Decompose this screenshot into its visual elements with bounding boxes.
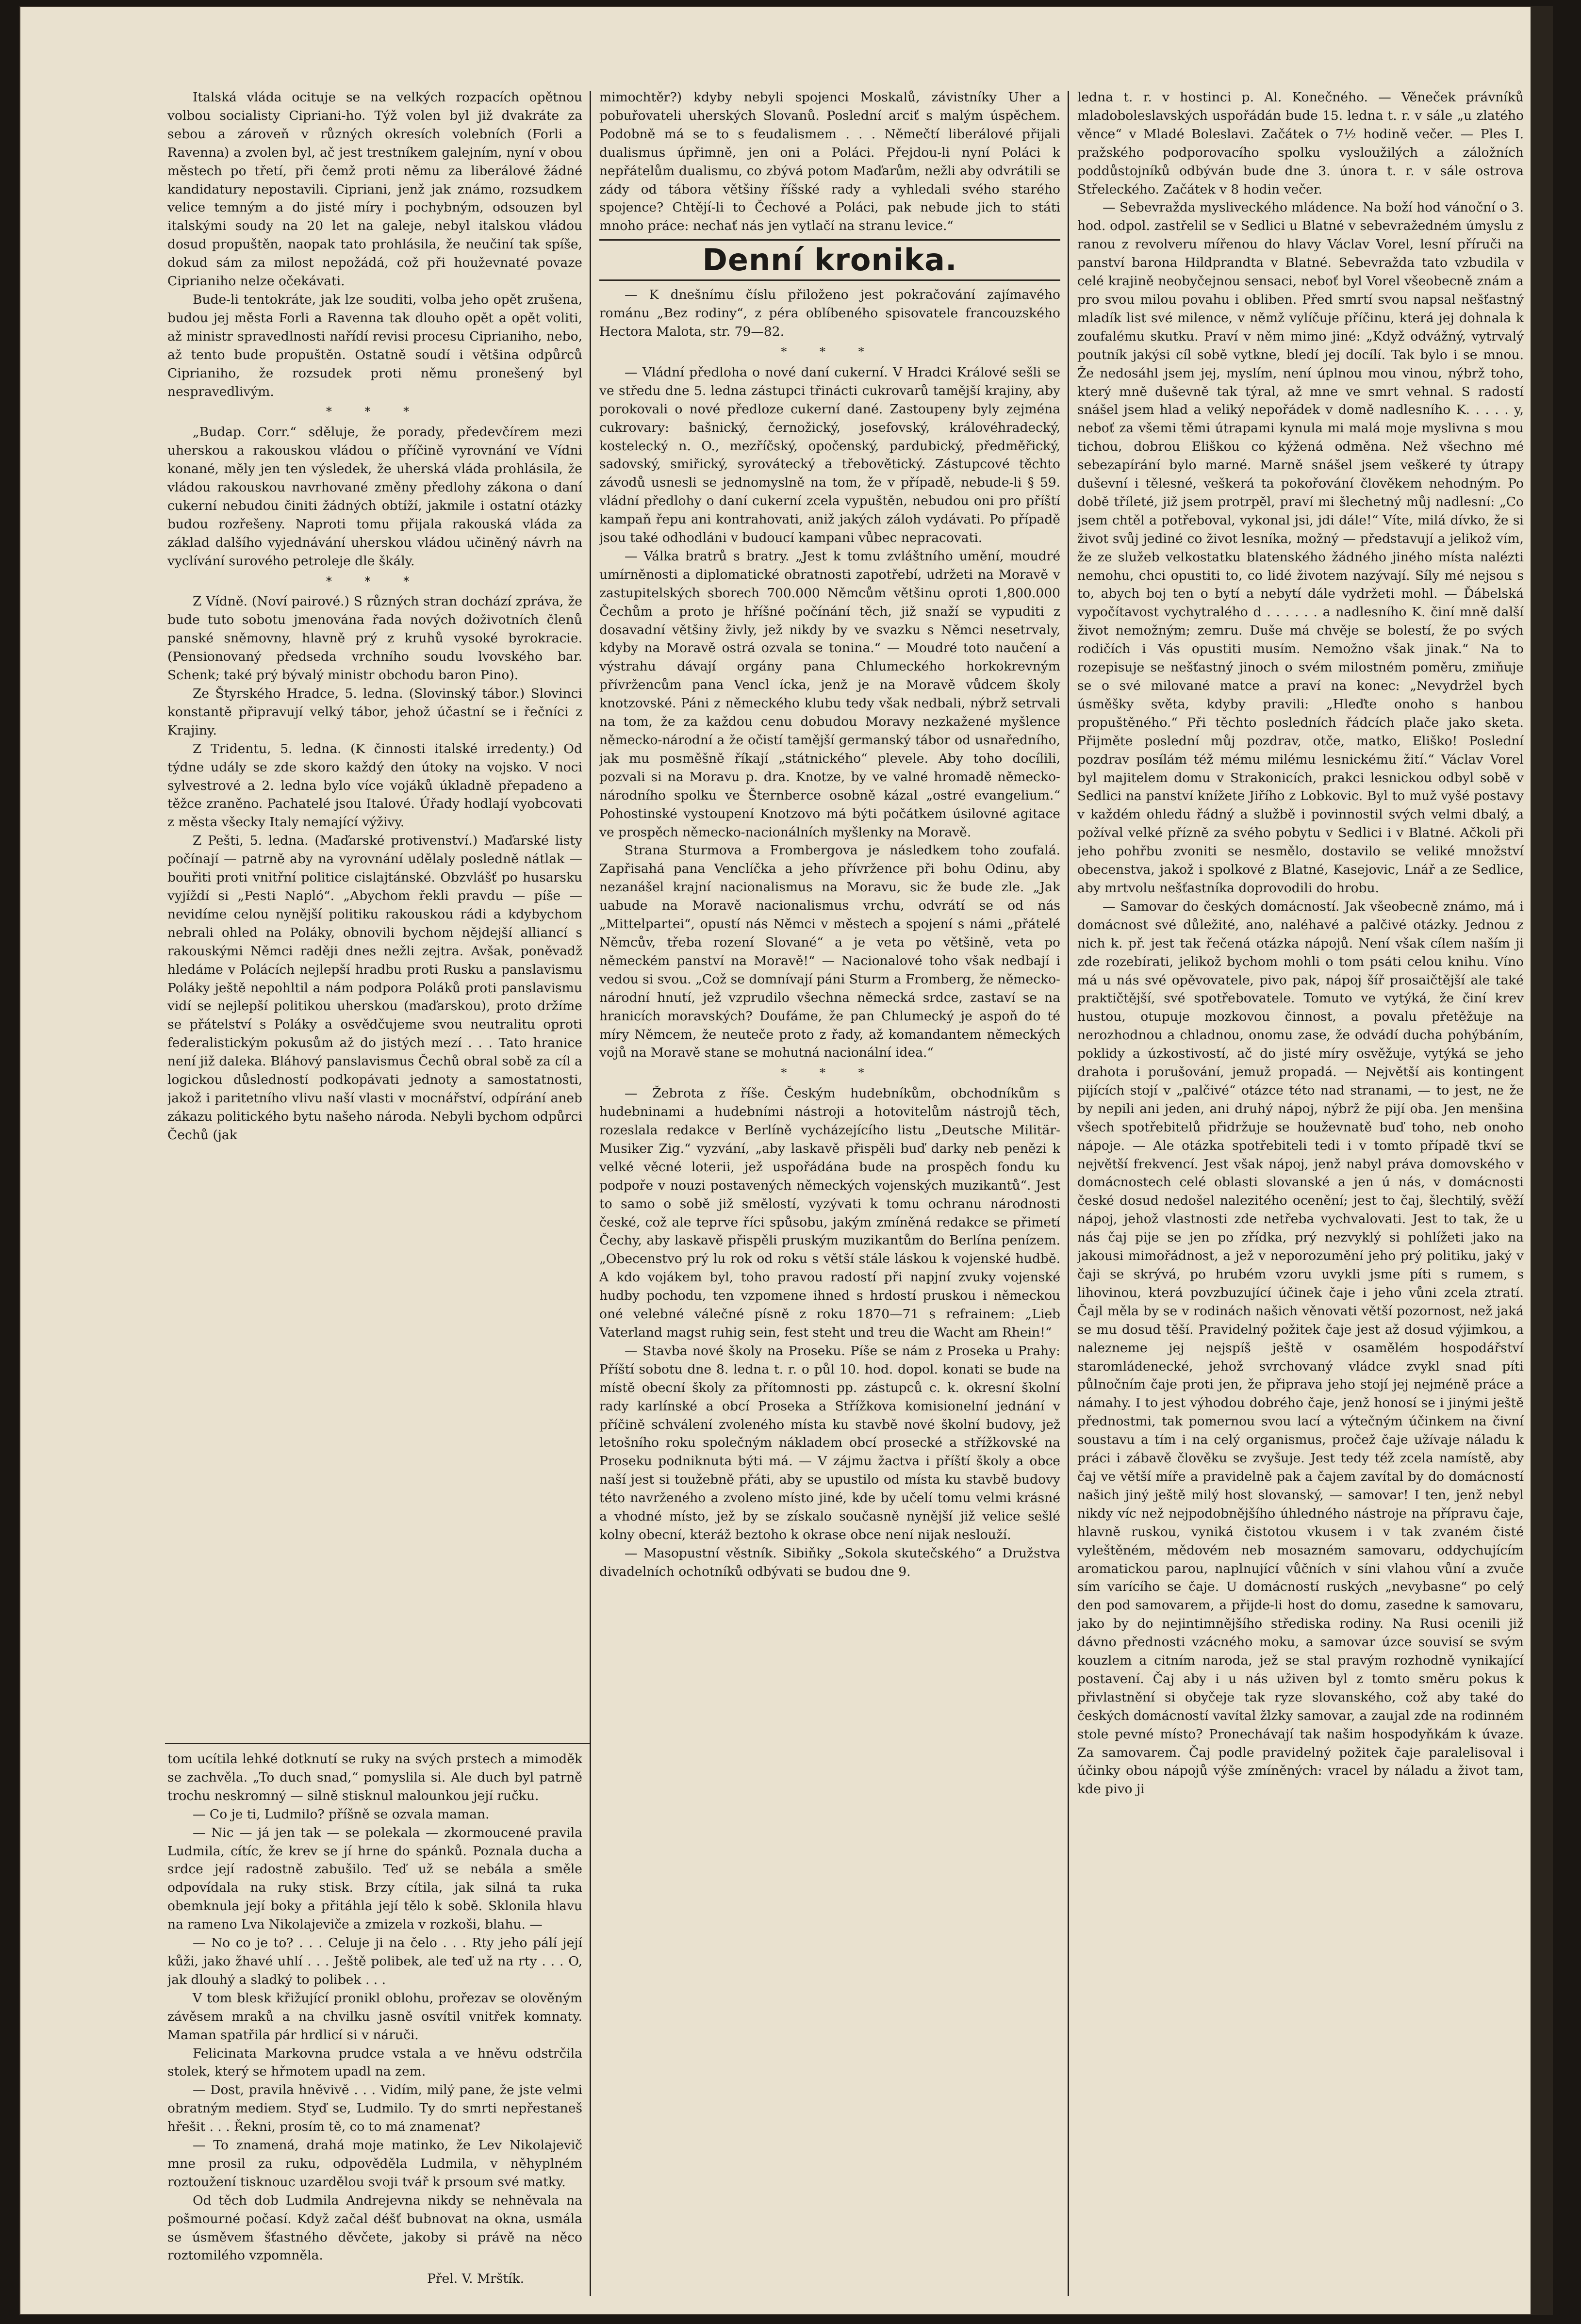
translator-signature: Přel. V. Mrštík. [427, 2271, 524, 2287]
article-gamekeeper-suicide: — Sebevražda mysliveckého mládence. Na boží hod vánoční o 3. hod. odpol. zastřelil se v Sedlici u Blatné v sebevražedném úmyslu z ranou z revolveru mířenou do hlavy Václav Vorel, lesní příruči na panství barona Hildprandta v Blatné. Sebevražda tato vzbudila v celé krajině neobyčejnou sensaci, neboť byl Vorel všeobecně znám a pro svou milou povahu i obliben. Před smrtí svou napsal nešťastný mladík list své milence, v němž vylíčuje příčinu, která jej dohnala k zoufalému skutku. Praví v něm mimo jiné: „Když odvážný, vytrvalý poutník jakýsi cíl sobě vytkne, bledí jej docílí. Tak bylo i se mnou. Že nedosáhl jsem jej, myslím, není úplnou mou vinou, nýbrž toho, který mně duševně tak týral, až mne ve smrt vehnal. S radostí snášel jsem hlad a veliký nepořádek v domě nadlesního K. . . . . y, neboť za všemi těmi útrapami kynula mi malá moje myslivna s mou tichou, dobrou Eliškou co kýžená odměna. Než všechno mé sebezapírání bylo marné. Marně snášel jsem veškeré ty útrapy duševní i tělesné, veškerá ta pokořování člověkem nehodným. Po době tříleté, již jsem protrpěl, praví mi šlechetný můj nadlesní: „Co jsem chtěl a potřeboval, vykonal jsi, jdi dále!“ Víte, milá dívko, že si život svůj jediné co život lesníka, možný — představují a jelikož vím, že ze služeb velkostatku blatenského žádného jiného místa nalézti nemohu, chci opustiti to, co lidé životem nazývají. Síly mé nejsou s to, abych boj ten o bytí a nebytí dále vydržeti mohl. — Ďábelská vypočítavost vychytralého d . . . . . . a nadlesního K. činí mně další život nemožným; zemru. Duše má chvěje se bolestí, že po svých rodičích i Vás opustiti musím. Nemožno však jinak.“ Na to rozepisuje se nešťastný jinoch o svém milostném poměru, zmiňuje se o své milované matce a praví na konec: „Nevydržel bych úsměšky světa, kdyby pravili: „Hleďte onoho s hanbou propuštěného.“ Při těchto posledních řádcích plače jako sketa. Přijměte poslední můj pozdrav, otče, matko, Eliško! Poslední pozdrav posílám též mému milému lesnickému žití.“ Václav Vorel byl majitelem domu v Strakonicích, prakci lesnickou odbyl sobě v Sedlici na panství knížete Jiřího z Lobkovic. Byl to muž vyšé postavy v každém ohledu řádný a službě i povinnostil svých velmi dbalý, a požíval velké přízně za svého pobytu v Sedlici i v Blatné. Ačkoli při jeho pohřbu zvoniti se nesmělo, dostavilo se veliké množství obecenstva, jakož i spolkové z Blatné, Kasejovic, Lnář a ze Sedlice, aby mrtvolu nešťastníka doprovodili do hrobu. [1077, 200, 1524, 896]
article-italian-government: Italská vláda ocituje se na velkých rozpacích opětnou volbou socialisty Cipriani-ho. Týž volen byl již dvakráte za sebou a zároveň v různých okresích volebních (Forli a Ravenna) a zvolen byl, ač jest trestníkem galejním, nyní v obou městech po třetí, při čemž proti němu za liberálové žádné kandidatury nepostavili. Cipriani, jenž jak známo, rozsudkem velice temným a do jisté míry i pochybným, odsouzen byl italskými soudy na 20 let na galeje, nebyl italskou vládou dosud propuštěn, naopak tato prohlásila, že neučiní tak spíše, dokud sám za milost nepožádá, což při houževnaté povaze Ciprianiho nelze očekávati. [167, 90, 582, 289]
section-heading-denni-kronika: Denní kronika. [599, 239, 1060, 281]
article-vienna-peers: Z Vídně. (Noví pairové.) S různých stran dochází zpráva, že bude tuto sobotu jmenována řada nových doživotních členů panské sněmovny, hlavně prý z kruhů vysoké byrokracie. (Pensionovaný předseda vrchního soudu lvovského bar. Schenk; také prý bývalý ministr obchodu baron Pino). [167, 594, 582, 683]
section-stars: * * * [781, 344, 879, 359]
feuilleton-divider [165, 1743, 590, 1744]
article-continuation: mimochtěr?) kdyby nebyli spojenci Moskalů, závistníky Uher a pobuřovateli uherských Slovanů. Poslední arciť s malým úspěchem. Podobně má se to s feudalismem . . . Němečtí liberálové přijali dualismus úpřimně, jen oni a Poláci. Přejdou-li nyní Poláci k nepřátelům dualismu, co zbývá potom Maďarům, nežli aby odvrátili se zády od tábora většiny říšské rady a vyhledali svého starého spojence? Chtějí-li to Čechové a Poláci, pak nebude jich to státi mnoho práce: nechať nás jen vytlačí na stranu levice.“ [599, 90, 1060, 234]
feuilleton-paragraph: Felicinata Markovna prudce vstala a ve hněvu odstrčila stolek, který se hřmotem upadl na zem. [167, 2046, 582, 2079]
feuilleton-paragraph: V tom blesk křižující pronikl oblohu, prořezav se olověným závěsem mraků a na chvilku jasně osvítil vnitřek komnaty. Maman spatřila pár hrdlicí si v náruči. [167, 1990, 582, 2043]
article-carnival-bulletin: — Masopustní věstník. Sibiňky „Sokola skutečského“ a Družstva divadelních ochotníků odbývati se budou dne 9. [599, 1545, 1060, 1579]
article-italian-continued: Bude-li tentokráte, jak lze souditi, volba jeho opět zrušena, budou jej města Forli a Ravenna tak dlouho opět a opět voliti, až ministr spravedlnosti nařídí revisi procesu Ciprianiho, nebo, až tento bude propuštěn. Ostatně soudí i většina odpůrců Ciprianiho, že rozsudek proti němu pronešený byl nespravedlivým. [167, 292, 582, 399]
feuilleton-paragraph: — Nic — já jen tak — se polekala — zkormoucené pravila Ludmila, cítíc, že krev se jí hrne do spánků. Poznala ducha a srdce její radostně zabušilo. Teď už se nebála a směle odpovídala na ruky stisk. Brzy cítila, jak silná ta ruka obemknula její boky a přitáhla její tělo k sobě. Sklonila hlavu na rameno Lva Nikolajeviče a zmizela v rozkoši, blahu. — [167, 1825, 582, 1932]
feuilleton-paragraph: Od těch dob Ludmila Andrejevna nikdy se nehněvala na pošmourné počasí. Když začal déšť bubnovat na okna, usmála se úsměvem šťastného děvčete, jakoby si právě na něco roztomilého vzpomněla. [167, 2193, 582, 2263]
article-novel-supplement: — K dnešnímu číslu přiloženo jest pokračování zajímavého románu „Bez rodiny“, z péra oblíbeného spisovatele francouzského Hectora Malota, str. 79—82. [599, 287, 1060, 340]
feuilleton-paragraph: — Co je ti, Ludmilo? příšně se ozvala maman. [193, 1806, 490, 1822]
section-stars: * * * [781, 1066, 879, 1080]
feuilleton-paragraph: tom ucítila lehké dotknutí se ruky na svých prstech a mimoděk se zachvěla. „To duch snad,“ pomyslila si. Ale duch byl patrně trochu neskromný — silně stisknul malounkou její ručku. [167, 1751, 582, 1803]
article-sugar-tax: — Vládní předloha o nové daní cukerní. V Hradci Králové sešli se ve středu dne 5. ledna zástupci třinácti cukrovarů tamější krajiny, aby porokovali o nové předloze cukerní dané. Zastoupeny byly zejména cukrovary: bašnický, černožický, josefovský, královéhradecký, kostelecký n. O., mezříčský, opočenský, pardubický, předměřický, sadovský, smiřický, syrovátecký a třebovětický. Zástupcové těchto závodů usnesli se jednomyslně na tom, že v případě, nebude-li § 59. vládní předlohy o daní cukerní zcela vypuštěn, nebudou oni pro příští kampaň řepu ani kontrahovati, aniž jakých záloh vydávati. Po případě jsou také odhodláni v budoucí kampani vůbec nepracovati. [599, 364, 1060, 546]
article-begging-from-reich: — Žebrota z říše. Českým hudebníkům, obchodníkům s hudebninami a hudebními nástroji a hotovitelům nástrojů těch, rozeslala redakce v Berlíně vycházejícího listu „Deutsche Militär-Musiker Zig.“ vyzvání, „aby laskavě přispěli buď darky neb penězi k velké věcné loterii, jež uspořádána bude na prospěch fondu ku podpoře v nouzi postavených německých vojenských muzikantů“. Jest to samo o sobě již smělostí, vyzývati k tomu ochranu národnosti české, což ale teprve říci spůsobu, jakým zmíněná redakce se přimetí Čechy, aby laskavě přispěli pruským muzikantům do Berlína penízem. „Obecenstvo prý lu rok od roku s větší stále láskou k vojenské hudbě. A kdo vojákem byl, toho pravou radostí při napjní zvuky vojenské hudby pochodu, ten vzpomene ihned s hrdostí pruskou i německou oné velebné válečné písně z roku 1870—71 s refrainem: „Lieb Vaterland magst ruhig sein, fest steht und treu die Wacht am Rhein!“ [599, 1086, 1060, 1340]
article-budap-corr: „Budap. Corr.“ sděluje, že porady, předevčírem mezi uherskou a rakouskou vládou o příčině vyrovnání ve Vídni konané, měly jen ten výsledek, že uherská vláda prohlásila, že vládou rakouskou navrhované změny předlohy zákona o daní cukerní nebudou činiti žádných obtíží, jakmile i ostatní otázky budou rozřešeny. Naproti tomu přijala rakouská vláda za základ dalšího vyjednávání uherskou vládou učiněný návrh na vyclívání surového petroleje dle škály. [167, 425, 582, 569]
column-1-feuilleton [167, 1750, 582, 2298]
feuilleton-paragraph: — To znamená, drahá moje matinko, že Lev Nikolajevič mne prosil za ruku, odpověděla Ludmila, v něhyplném roztoužení tisknouc uzardělou svoji tvář k prsoum své matky. [167, 2138, 582, 2190]
newspaper-page [19, 6, 1553, 2315]
article-prosek-school: — Stavba nové školy na Proseku. Píše se nám z Proseka u Prahy: Příští sobotu dne 8. ledna t. r. o půl 10. hod. dopol. konati se bude na místě obecní školy za přítomnosti pp. zástupců c. k. okresní školní rady karlínské a obcí Proseka a Střížkova komisionelní jednání v příčině schválení zvoleného místa ku stavbě nové školní budovy, jež letošního roku společným nákladem obcí prosecké a střížkovské na Proseku podniknuta býti má. — V zájmu žactva i příští školy a obce naší jest si toužebně přáti, aby se upustilo od místa ku stavbě budovy této navrženého a zvoleno místo jiné, kde by učelí tomu velmi krásné a vhodné místo, jež by se získalo současně nynější již velice sešlé kolny obecní, kteráž beztoho k okrase obce není nijak neslouží. [599, 1343, 1060, 1542]
section-stars: * * * [326, 574, 424, 588]
column-divider-1 [590, 91, 591, 2296]
column-divider-2 [1068, 91, 1069, 2296]
article-war-continued: Strana Sturmova a Frombergova je následkem toho zoufalá. Zapřisahá pana Venclíčka a jeho přívržence při bohu Odinu, aby nezanášel krajní nacionalismus na Moravu, sic že bude zle. „Jak uabude na Moravě nacionalismus vrchu, odvrátí se od nás „Mittelpartei“, opustí nás Němci v městech a spojení s námi „přátelé Němcův, třeba rození Slované“ a je veta po většině, veta po německém panství na Moravě!“ — Nacionalové toho však nedbají i vedou si svou. „Což se domnívají páni Sturm a Fromberg, že německo-národní hnutí, jež vzprudilo všechna německá srdce, zastaví se na hranicích moravských? Doufáme, že pan Chlumecký je aspoň do té míry Němcem, že neuteče proto z řady, až komandantem německých vojů na Moravě stane se mohutná nacionální idea.“ [599, 843, 1060, 1061]
article-trento: Z Tridentu, 5. ledna. (K činnosti italské irredenty.) Od týdne udály se zde skoro každý den útoky na vojsko. V noci sylvestrové a 2. ledna bylo více vojáků úkladně přepadeno a těžce zraněno. Pachatelé jsou Italové. Úřady hodlají vyobcovati z města všecky Italy nemající výživy. [167, 741, 582, 830]
article-samovar: — Samovar do českých domácností. Jak všeobecně známo, má i domácnost své důležité, ano, naléhavé a palčivé otázky. Jednou z nich k. př. jest tak řečená otázka nápojů. Není však cílem naším ji zde rozebírati, jelikož bychom mohli o tom psáti celou knihu. Víno má u nás své opěvovatele, pivo pak, nápoj šíř prosaičtější ale také praktičtější, své spotřebovatele. Tomuto ve vytýká, že činí krev hustou, otupuje mozkovou činnost, a povalu přetěžuje na nerozhodnou a chladnou, onomu zase, že odvádí ducha pohýbáním, poklidy a úzkostivostí, ač do jisté míry osvěžuje, vytýká se jeho drahota i porušování, jemuž propadá. — Největší ais kontingent pijících stojí v „palčivé“ otázce této nad stranami, — to jest, ne že by nepili ani jeden, ani druhý nápoj, nýbrž že pijí oba. Jen menšina všech spotřebitelů přidržuje se houževnatě buď toho, neb onoho nápoje. — Ale otázka spotřebiteli tedi i v tomto případě tkví se největší frekvencí. Jest však nápoj, jenž nabyl práva domovského v domácnostech celé oblasti slovanské a jen ú nás, v domácnosti české dosud nedošel nalezitého ocenění; jest to čaj, šlechtilý, svěží nápoj, jehož vlastnosti zde netřeba vychvalovati. Jest to tak, že u nás čaj pije se jen po zřídka, prý nezvyklý si pohlížeti jako na jakousi mimořádnost, a jež v neporozumění jeho prý politiku, jaký v čaji se skrývá, po hrubém vzoru uvykli jsme píti s rumem, s lihovinou, která povzbuzující účinek čaje i jeho vůni zcela ztratí. Čajl měla by se v rodinách našich věnovati větší pozornost, než jaká se mu dosud těší. Pravidelný požitek čaje jest až dosud výjimkou, a nalezneme jej nejspíš ještě v osamělém hospodářství staromládenecké, jehož svrchovaný vládce zvykl snad píti půlnočním čaje proti jen, že připrava jeho stojí jej nejméně práce a námahy. I to jest výhodou dobrého čaje, jenž honosí se i jinými ještě přednostmi, tak pomernou svou lací a výtečným účinkem na čivní soustavu a tím i na celý organismus, pročež čaje užívaje náladu k práci i zábavě člověku se zvyšuje. Jest tedy též zcela namístě, aby čaj ve větší míře a pravidelně pak a čajem zavítal by do domácností našich jiný ještě milý host slovanský, — samovar! I ten, jenž nebyl nikdy víc než nejpodobnějšího úhledného nástroje na přípravu čaje, hlavně ruskou, vyniká čistotou vkusem i v tak zvaném čisté vyleštěném, mědovém neb mosazném samovaru, oddychujícím aromatickou parou, naplnující vůčních v síni vlahou vůní a zvuče sím varícího se čaje. U domácností ruských „nevybasne“ po celý den pod samovarem, a přijde-li host do domu, zasedne k samovaru, jako by do nejintimnějšího střediska rodiny. Na Rusi ocenili již dávno přednosti vzácného moku, a samovar úzce souvisí se svým kouzlem a citním naroda, jež se stal pravým rozhodně vynikající postavení. Čaj aby i u nás uživen byl z tomto směru pokus k přivlastnění si obyčeje tak ryze slovanského, což aby také do českých domácností vavítal žlzky samovar, a zaujal zde na rodinném stole pevné místo? Pronechávají tak našim hospodyňkám k úvaze. Za samovarem. Čaj podle pravidelný požitek čaje paralelisoval i účinky obou nápojů výše zmíněných: vracel by náladu a život tam, kde pivo ji [1077, 899, 1524, 1797]
article-pest: Z Pešti, 5. ledna. (Maďarské protivenství.) Maďarské listy počínají — patrně aby na vyrovnání udělaly posledně nátlak — bouřiti proti vnitřní politice cislajtánské. Obzvlášť po husarsku vyjíždí si „Pesti Napló“. „Abychom řekli pravdu — píše — nevidíme celou nynější politiku rakouskou rádi a kdybychom nebrali ohled na Poláky, obnovili bychom nějdejší alliancí s rakouskými Němci raději dnes nežli zejtra. Avšak, poněvadž hledáme v Polácích nejlepší hradbu proti Rusku a panslavismu Poláky ještě nepohltil a nám podpora Poláků proti panslavismu vidí se nejlepší politikou uherskou (maďarskou), proto držíme se přátelství s Poláky a osvědčujeme svou neutralitu oproti federalistickým pokusům až do jistých mezí . . . Tato hranice není již daleka. Bláhový panslavismus Čechů obral sobě za cíl a logickou důsledností podkopávati jednoty a samostatnosti, jakož i paritetního vlivu naší vlasti v mocnářství, odpírání aneb zákazu politického bytu našeho národa. Nebyli bychom odpůrci Čechů (jak [167, 833, 582, 1143]
feuilleton-paragraph: — Dost, pravila hněvivě . . . Vidím, milý pane, že jste velmi obratným mediem. Styď se, Ludmilo. Ty do smrti nepřestaneš hřešit . . . Řekni, prosím tě, co to má znamenat? [167, 2082, 582, 2135]
column-3 [1077, 88, 1524, 2301]
article-war-of-brothers: — Válka bratrů s bratry. „Jest k tomu zvláštního umění, moudré umírněnosti a diplomatické obratnosti zapotřebí, udržeti na Moravě v zastupitelských sborech 700.000 Němcům většinu oproti 1,800.000 Čechům a proto je hříšné počínání těch, již snaží se vypuditi z dosavadní většiny živly, jež nikdy by ve svazku s Němci nesetrvaly, kdyby na Moravě ostrá ozvala se tonina.“ — Moudré toto naučení a výstrahu dávají orgány pana Chlumeckého horkokrevným přívržencům pana Vencl ícka, jenž je na Moravě vůdcem školy knotzovské. Páni z německého klubu tedy však nedbali, nýbrž setrvali na tom, že za každou cenu dobudou Moravy nezkažené myšlence německo-národní a že očistí tamější germanský tábor od usnaředního, jak mu posměšně říkají „státnického“ plevele. Aby toho docílili, pozvali si na Moravu p. dra. Knotze, by ve valné hromadě německo-národního spolku ve Šternberce osobně kázal „ostré evangelium.“ Pohostinské vystoupení Knotzovo má býti počátkem úsilovné agitace ve prospěch německo-nacionálních myšlenky na Moravě. [599, 548, 1060, 840]
page-edge-shadow [1531, 6, 1553, 2315]
feuilleton-paragraph: — No co je to? . . . Celuje ji na čelo . . . Rty jeho pálí její kůži, jako žhavé uhlí . . . Ještě polibek, ale teď už na rty . . . O, jak dlouhý a sladký to polibek . . . [167, 1935, 582, 1987]
article-carnival-continued: ledna t. r. v hostinci p. Al. Konečného. — Věneček právníků mladoboleslavských uspořádán bude 15. ledna t. r. v sále „u zlatého věnce“ v Mladé Boleslavi. Začátek o 7½ hodině večer. — Ples I. pražského podporovacího spolku vysloužilých a záložních poddůstojníků odbýván bude dne 3. února t. r. v sále ostrova Střeleckého. Začátek v 8 hodin večer. [1077, 90, 1524, 197]
column-1-news [167, 88, 582, 1738]
column-2 [599, 88, 1060, 2301]
section-stars: * * * [326, 405, 424, 419]
article-graz: Ze Štyrského Hradce, 5. ledna. (Slovinský tábor.) Slovinci konstantě připravují velký tábor, jehož účastní se i řečníci z Krajiny. [167, 686, 582, 738]
